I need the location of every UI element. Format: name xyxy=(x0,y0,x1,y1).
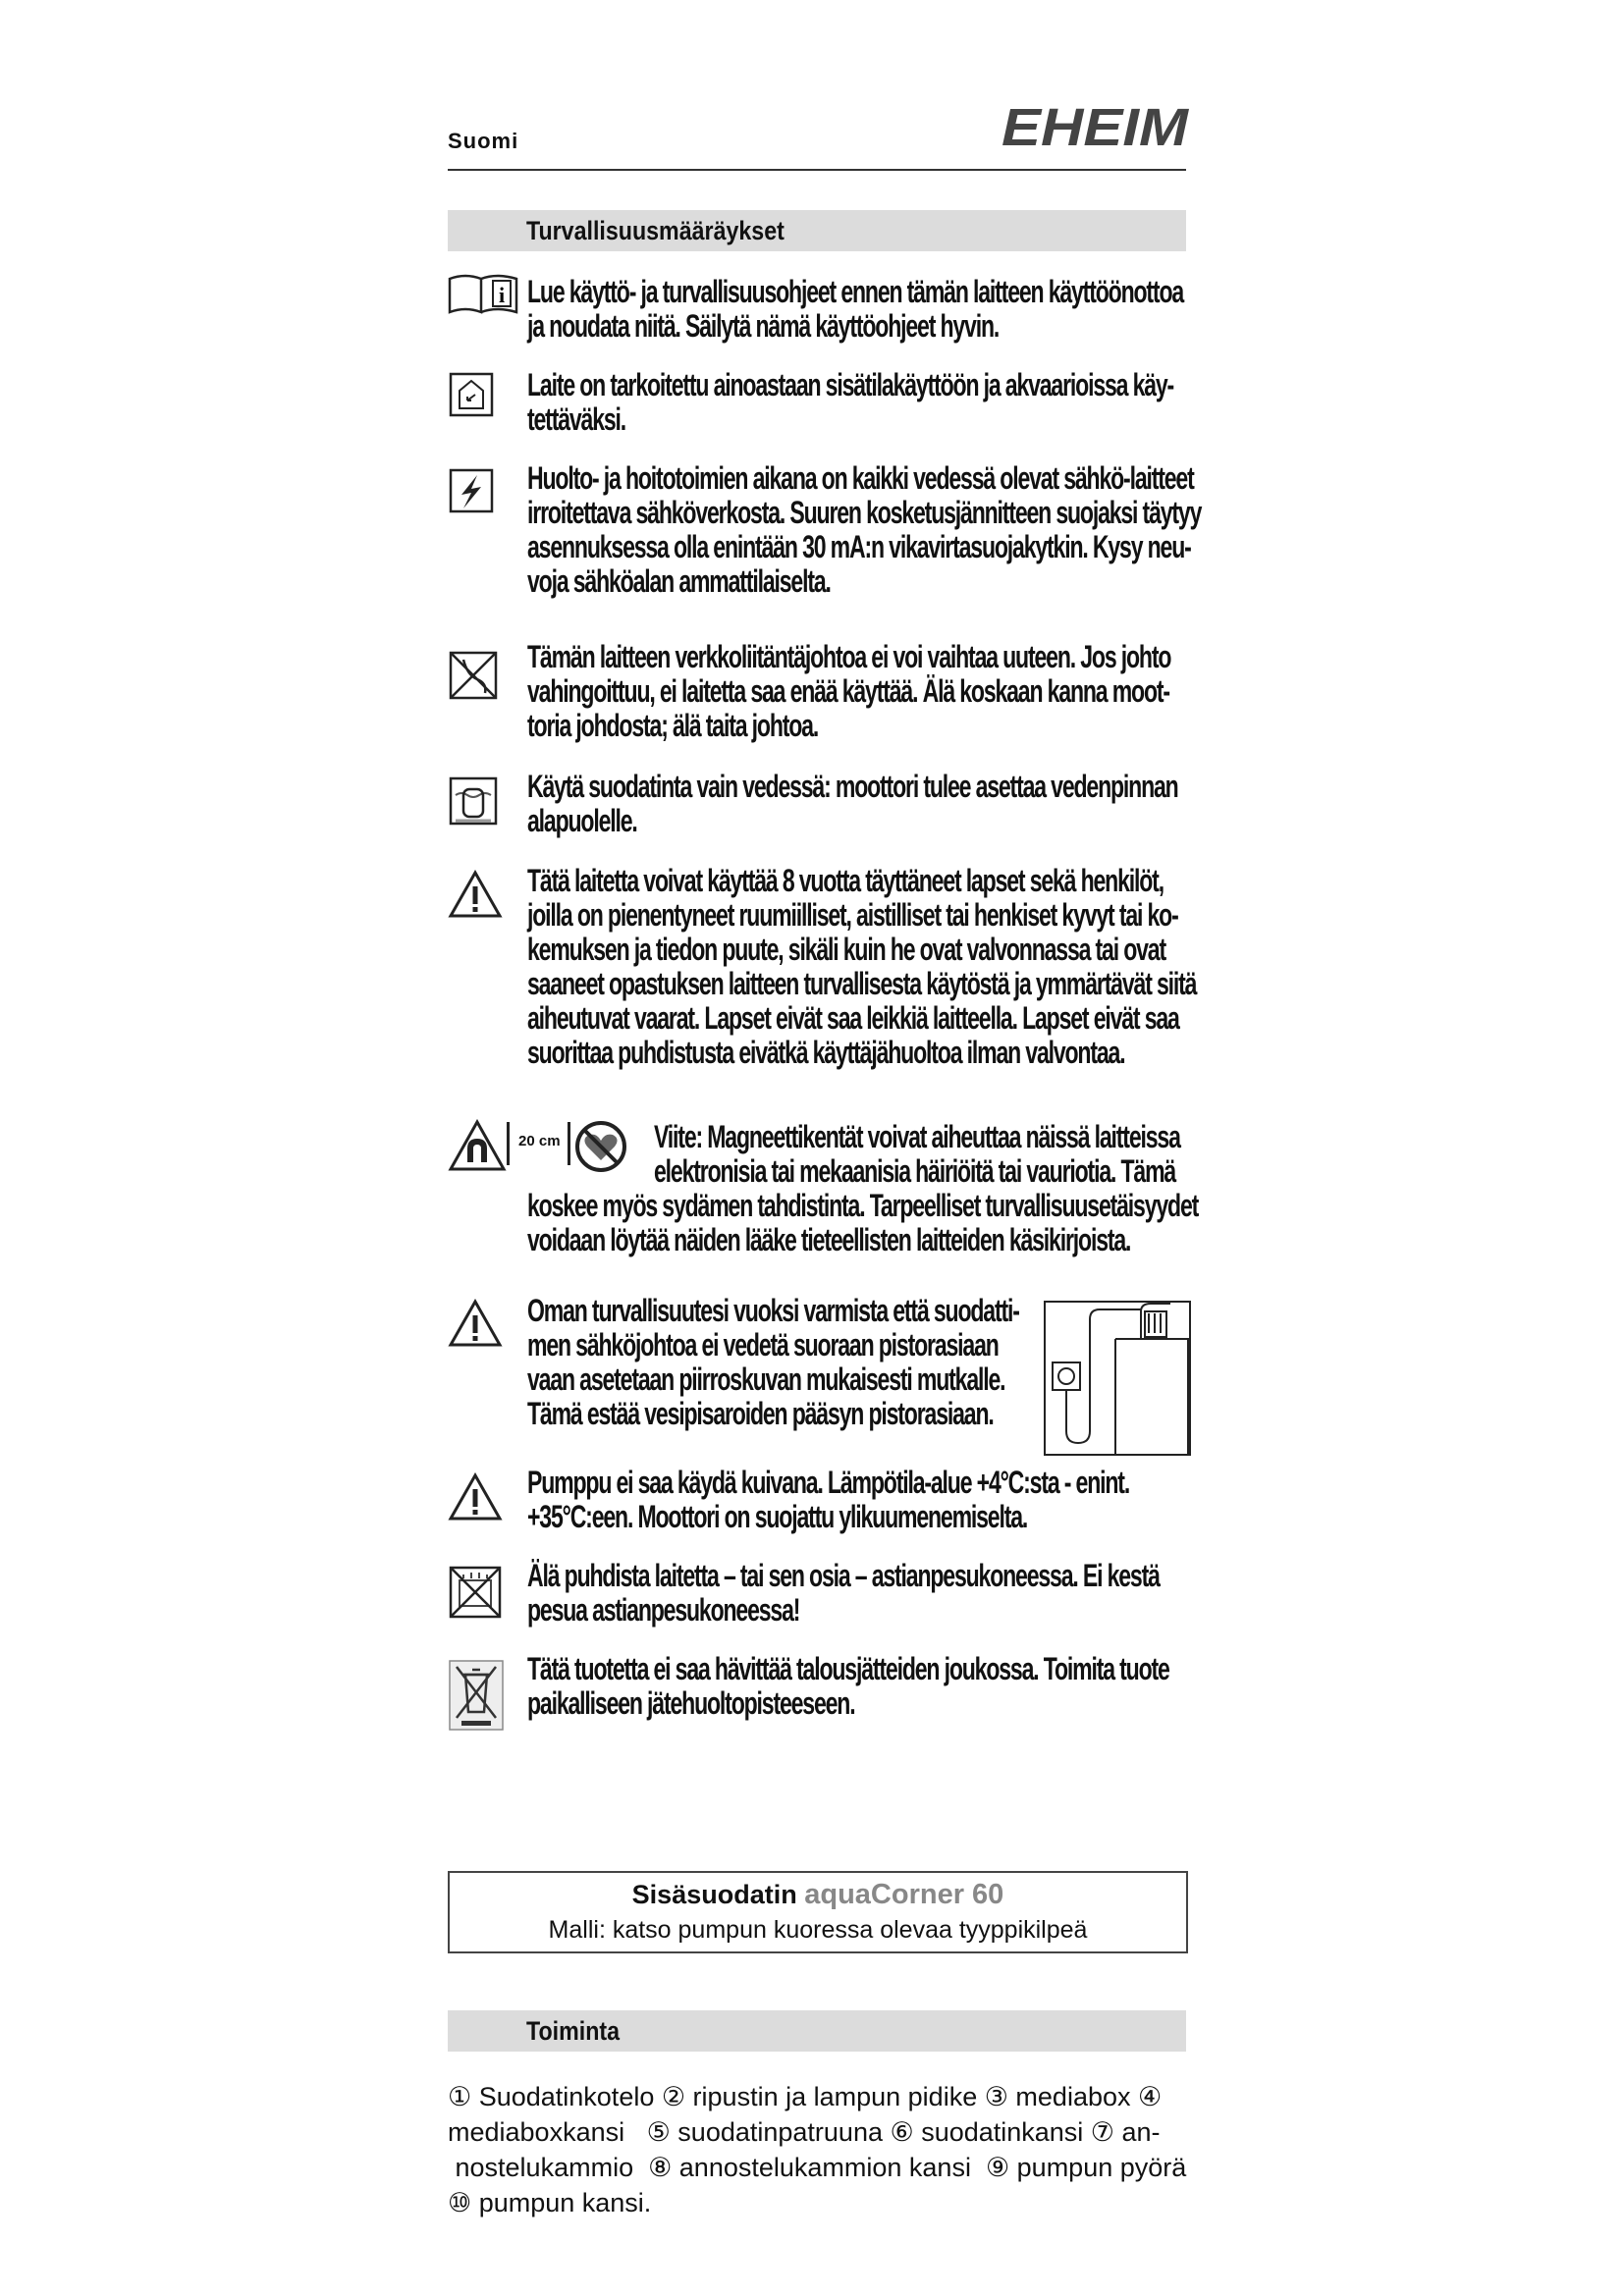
safety-heading: Turvallisuusmääräykset xyxy=(526,216,785,245)
safety-item-6: Tätä laitetta voivat käyttää 8 vuotta täyttäneet lapset sekä henkilöt, joilla on pienentyneet ruumiilliset, aistilliset tai henkiset kyvyt tai ko- kemuksen ja tiedon puute, sikäli kuin he ovat valvonnassa tai ovat saaneet opastuksen laitteen turvallisesta käytöstä ja ymmärtävät siitä aiheutuvat vaarat. Lapset eivät saa leikkiä laitteella. Lapset eivät saa suorittaa puhdistusta eivätkä käyttäjähuoltoa ilman valvontaa. xyxy=(527,863,1197,1070)
safety-item-5: Käytä suodatinta vain vedessä: moottori tulee asettaa vedenpinnan alapuolelle. xyxy=(527,769,1178,838)
eheim-logo xyxy=(1000,102,1192,153)
pacemaker-icon xyxy=(573,1119,628,1174)
distance-bracket-left xyxy=(507,1122,510,1165)
function-heading: Toiminta xyxy=(526,2016,621,2046)
unplug-lightning-icon xyxy=(448,467,495,514)
language-label: Suomi xyxy=(448,129,519,153)
distance-bracket-right xyxy=(568,1122,570,1165)
safety-item-1: Lue käyttö- ja turvallisuusohjeet ennen tämän laitteen käyttöönottoa ja noudata niitä. Säilytä nämä käyttöohjeet hyvin. xyxy=(527,274,1184,344)
product-title-line xyxy=(450,1879,1186,1911)
safety-item-9: Pumppu ei saa käydä kuivana. Lämpötila-alue +4°C:sta - enint. +35°C:een. Moottori on suojattu ylikuumenemiselta. xyxy=(527,1465,1130,1534)
indoor-use-icon xyxy=(448,371,495,418)
submerged-filter-icon xyxy=(448,775,499,827)
safety-item-7-head: Viite: Magneettikentät voivat aiheuttaa näissä laitteissa elektronisia tai mekaanisia häiriöitä tai vauriotia. Tämä xyxy=(654,1119,1180,1189)
parts-list xyxy=(448,2079,1186,2220)
safety-item-11: Tätä tuotetta ei saa hävittää talousjätteiden joukossa. Toimita tuote paikalliseen jätehuoltopisteeseen. xyxy=(527,1651,1169,1721)
product-info-box xyxy=(448,1871,1188,1953)
safety-item-10: Älä puhdista laitetta – tai sen osia – astianpesukoneessa. Ei kestä pesua astianpesukoneessa! xyxy=(527,1558,1160,1628)
safety-item-8: Oman turvallisuutesi vuoksi varmista että suodatti- men sähköjohtoa ei vedetä suoraan pistorasiaan vaan asetetaan piirroskuvan mukaisesti mutkalle. Tämä estää vesipisaroiden pääsyn pistorasiaan. xyxy=(527,1293,1019,1431)
warning-triangle-icon xyxy=(448,1299,503,1348)
svg-text:i: i xyxy=(498,283,506,307)
safety-item-7-body: koskee myös sydämen tahdistinta. Tarpeelliset turvallisuusetäisyydet voidaan löytää näiden lääke tieteellisten laitteiden käsikirjoista. xyxy=(527,1188,1199,1257)
manual-info-icon xyxy=(448,273,518,316)
no-cable-replacement-icon xyxy=(448,650,499,701)
magnet-warning-icon xyxy=(448,1119,507,1172)
safety-item-3: Huolto- ja hoitotoimien aikana on kaikki vedessä olevat sähkö-laitteet irroitettava sähköverkosta. Suuren kosketusjännitteen suojaksi täytyy asennuksessa olla enintään 30 mA:n vikavirtasuojakytkin. Kysy neu- voja sähköalan ammattilaiselta. xyxy=(527,460,1202,599)
parts-line: ⑩ pumpun kansi. xyxy=(448,2188,652,2217)
model-line: Malli: katso pumpun kuoressa olevaa tyyppikilpeä xyxy=(548,1916,1088,1944)
product-label: Sisäsuodatin xyxy=(631,1880,797,1909)
parts-line: mediaboxkansi ⑤ suodatinpatruuna ⑥ suodatinkansi ⑦ an- xyxy=(448,2117,1161,2147)
warning-triangle-icon xyxy=(448,1472,503,1522)
safety-item-4: Tämän laitteen verkkoliitäntäjohtoa ei voi vaihtaa uuteen. Jos johto vahingoittuu, ei laitetta saa enää käyttää. Älä koskaan kanna moot- toria johdosta; älä taita johtoa. xyxy=(527,639,1171,743)
safety-heading-bar xyxy=(448,210,1186,251)
header-rule xyxy=(448,169,1186,171)
parts-line: nostelukammio ⑧ annostelukammion kansi ⑨ pumpun pyörä xyxy=(448,2153,1187,2182)
svg-text:EHEIM: EHEIM xyxy=(1001,102,1190,153)
crossed-bin-icon xyxy=(448,1659,505,1732)
product-name: aquaCorner 60 xyxy=(804,1879,1004,1910)
warning-triangle-icon xyxy=(448,870,503,919)
safety-item-2: Laite on tarkoitettu ainoastaan sisätilakäyttöön ja akvaarioissa käy- tettäväksi. xyxy=(527,367,1174,437)
function-heading-bar xyxy=(448,2010,1186,2052)
drip-loop-illustration xyxy=(1043,1300,1192,1457)
no-dishwasher-icon xyxy=(448,1565,503,1620)
parts-line: ① Suodatinkotelo ② ripustin ja lampun pidike ③ mediabox ④ xyxy=(448,2082,1163,2111)
distance-label: 20 cm xyxy=(518,1133,561,1149)
